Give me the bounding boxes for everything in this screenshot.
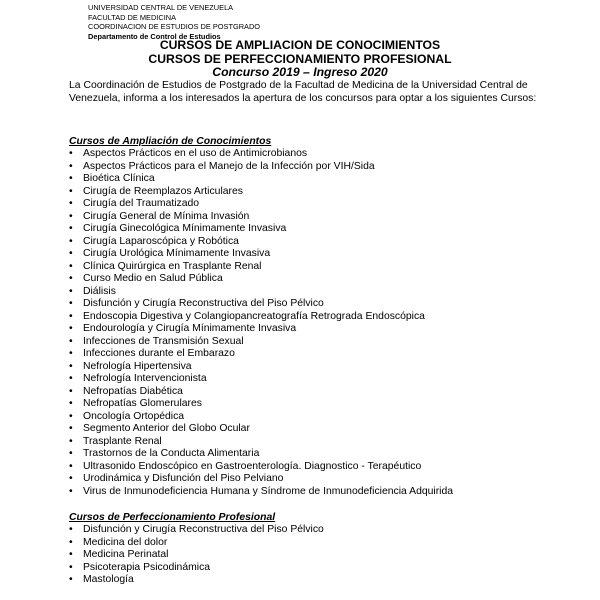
list-item bbox=[69, 398, 453, 411]
course-name: Cirugía de Reemplazos Articulares bbox=[83, 185, 243, 197]
list-item bbox=[69, 286, 453, 299]
letterhead-coordination: COORDINACION DE ESTUDIOS DE POSTGRADO bbox=[88, 22, 261, 32]
course-name: Segmento Anterior del Globo Ocular bbox=[83, 423, 250, 435]
course-name: Clínica Quirúrgica en Trasplante Renal bbox=[83, 260, 262, 272]
section-heading-perfeccionamiento: Cursos de Perfeccionamiento Profesional bbox=[69, 512, 276, 523]
bullet-icon: • bbox=[69, 285, 73, 297]
course-name: Nefropatías Diabética bbox=[83, 385, 183, 397]
bullet-icon: • bbox=[69, 360, 73, 372]
letterhead-university: UNIVERSIDAD CENTRAL DE VENEZUELA bbox=[88, 3, 234, 12]
course-name: Curso Medio en Salud Pública bbox=[83, 273, 223, 285]
letterhead-faculty: FACULTAD DE MEDICINA bbox=[88, 12, 177, 22]
course-name: Endourología y Cirugía Mínimamente Invasiva bbox=[83, 323, 297, 335]
list-item bbox=[69, 461, 453, 474]
list-item bbox=[69, 186, 453, 199]
document-titles bbox=[0, 39, 600, 80]
list-item bbox=[69, 323, 453, 336]
list-item bbox=[69, 198, 453, 211]
course-name: Aspectos Prácticos para el Manejo de la Infección por VIH/Sida bbox=[83, 160, 375, 172]
course-name: Oncología Ortopédica bbox=[83, 410, 185, 422]
bullet-icon: • bbox=[69, 423, 73, 435]
list-item bbox=[69, 574, 324, 587]
course-name: Virus de Inmunodeficiencia Humana y Síndrome de Inmunodeficiencia Adquirida bbox=[83, 485, 454, 497]
title-concurso: Concurso 2019 – Ingreso 2020 bbox=[212, 65, 388, 79]
bullet-icon: • bbox=[69, 235, 73, 247]
course-list-ampliacion bbox=[69, 148, 453, 498]
list-item bbox=[69, 161, 453, 174]
list-item bbox=[69, 211, 453, 224]
title-ampliacion: CURSOS DE AMPLIACION DE CONOCIMIENTOS bbox=[159, 38, 441, 52]
course-name: Nefrología Hipertensiva bbox=[83, 360, 192, 372]
list-item bbox=[69, 473, 453, 486]
list-item bbox=[69, 148, 453, 161]
bullet-icon: • bbox=[69, 574, 73, 586]
bullet-icon: • bbox=[69, 549, 73, 561]
course-name: Trastornos de la Conducta Alimentaria bbox=[83, 448, 260, 460]
bullet-icon: • bbox=[69, 173, 73, 185]
course-name: Medicina del dolor bbox=[83, 536, 168, 548]
course-name: Ultrasonido Endoscópico en Gastroenterología. Diagnostico - Terapéutico bbox=[83, 460, 422, 472]
bullet-icon: • bbox=[69, 335, 73, 347]
list-item bbox=[69, 173, 453, 186]
bullet-icon: • bbox=[69, 460, 73, 472]
bullet-icon: • bbox=[69, 473, 73, 485]
list-item bbox=[69, 248, 453, 261]
bullet-icon: • bbox=[69, 310, 73, 322]
course-list-perfeccionamiento bbox=[69, 524, 324, 587]
intro-paragraph: La Coordinación de Estudios de Postgrado de la Facultad de Medicina de la Universidad Central de Venezuela, informa a los interesados la apertura de los concursos para optar a los siguientes Cursos: bbox=[69, 80, 537, 104]
bullet-icon: • bbox=[69, 248, 73, 260]
list-item bbox=[69, 423, 453, 436]
bullet-icon: • bbox=[69, 398, 73, 410]
letterhead bbox=[88, 3, 260, 41]
bullet-icon: • bbox=[69, 348, 73, 360]
list-item bbox=[69, 448, 453, 461]
bullet-icon: • bbox=[69, 385, 73, 397]
bullet-icon: • bbox=[69, 148, 73, 159]
course-name: Diálisis bbox=[83, 285, 116, 297]
course-name: Cirugía Ginecológica Mínimamente Invasiva bbox=[83, 223, 287, 235]
course-name: Disfunción y Cirugía Reconstructiva del Piso Pélvico bbox=[83, 524, 324, 535]
list-item bbox=[69, 549, 324, 562]
list-item bbox=[69, 411, 453, 424]
bullet-icon: • bbox=[69, 160, 73, 172]
list-item bbox=[69, 436, 453, 449]
course-name: Trasplante Renal bbox=[83, 435, 162, 447]
course-name: Medicina Perinatal bbox=[83, 549, 169, 561]
bullet-icon: • bbox=[69, 536, 73, 548]
list-item bbox=[69, 348, 453, 361]
list-item bbox=[69, 524, 324, 537]
list-item bbox=[69, 311, 453, 324]
course-name: Cirugía Laparoscópica y Robótica bbox=[83, 235, 239, 247]
bullet-icon: • bbox=[69, 524, 73, 535]
bullet-icon: • bbox=[69, 210, 73, 222]
list-item bbox=[69, 261, 453, 274]
list-item bbox=[69, 223, 453, 236]
course-name: Nefropatías Glomerulares bbox=[83, 398, 202, 410]
list-item bbox=[69, 236, 453, 249]
list-item bbox=[69, 336, 453, 349]
bullet-icon: • bbox=[69, 448, 73, 460]
list-item bbox=[69, 562, 324, 575]
bullet-icon: • bbox=[69, 410, 73, 422]
bullet-icon: • bbox=[69, 435, 73, 447]
course-name: Urodinámica y Disfunción del Piso Pelviano bbox=[83, 473, 284, 485]
course-name: Disfunción y Cirugía Reconstructiva del Piso Pélvico bbox=[83, 298, 324, 310]
course-name: Mastología bbox=[83, 574, 134, 586]
list-item bbox=[69, 361, 453, 374]
bullet-icon: • bbox=[69, 185, 73, 197]
title-perfeccionamiento: CURSOS DE PERFECCIONAMIENTO PROFESIONAL bbox=[148, 51, 452, 66]
bullet-icon: • bbox=[69, 561, 73, 573]
list-item bbox=[69, 298, 453, 311]
list-item bbox=[69, 273, 453, 286]
bullet-icon: • bbox=[69, 323, 73, 335]
bullet-icon: • bbox=[69, 223, 73, 235]
course-name: Cirugía del Traumatizado bbox=[83, 198, 200, 210]
list-item bbox=[69, 537, 324, 550]
course-name: Bioética Clínica bbox=[83, 173, 155, 185]
list-item bbox=[69, 386, 453, 399]
bullet-icon: • bbox=[69, 273, 73, 285]
bullet-icon: • bbox=[69, 260, 73, 272]
course-name: Psicoterapia Psicodinámica bbox=[83, 561, 211, 573]
bullet-icon: • bbox=[69, 198, 73, 210]
course-name: Nefrología Intervencionista bbox=[83, 373, 207, 385]
letterhead-department: Departamento de Control de Estudios bbox=[88, 31, 221, 41]
bullet-icon: • bbox=[69, 373, 73, 385]
bullet-icon: • bbox=[69, 298, 73, 310]
list-item bbox=[69, 373, 453, 386]
section-heading-ampliacion: Cursos de Ampliación de Conocimientos bbox=[69, 136, 272, 147]
course-name: Endoscopia Digestiva y Colangiopancreatografía Retrograda Endoscópica bbox=[83, 310, 425, 322]
course-name: Infecciones de Transmisión Sexual bbox=[83, 335, 244, 347]
list-item bbox=[69, 486, 453, 499]
course-name: Cirugía General de Mínima Invasión bbox=[83, 210, 250, 222]
bullet-icon: • bbox=[69, 485, 73, 497]
course-name: Infecciones durante el Embarazo bbox=[83, 348, 235, 360]
course-name: Cirugía Urológica Mínimamente Invasiva bbox=[83, 248, 271, 260]
course-name: Aspectos Prácticos en el uso de Antimicrobianos bbox=[83, 148, 308, 159]
